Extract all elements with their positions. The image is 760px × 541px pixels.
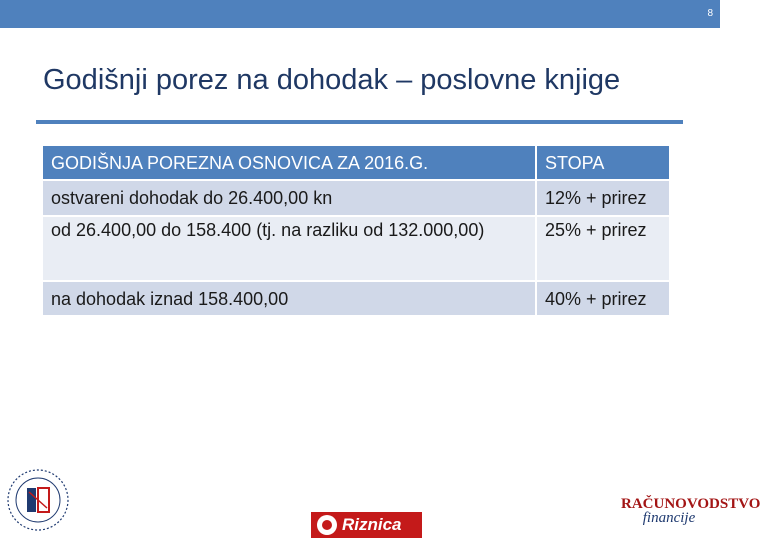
table-row <box>43 282 669 315</box>
row-rate: 12% + prirez <box>537 181 669 215</box>
slide-number: 8 <box>707 8 713 19</box>
header-basis: GODIŠNJA POREZNA OSNOVICA ZA 2016.G. <box>43 146 535 179</box>
table-header-row <box>43 146 669 179</box>
top-bar <box>0 0 720 28</box>
header-rate: STOPA <box>537 146 669 179</box>
row-rate: 40% + prirez <box>537 282 669 315</box>
table-row <box>43 181 669 215</box>
table-row <box>43 217 669 280</box>
logo-line-2: financije <box>642 510 696 526</box>
riznica-logo <box>311 512 422 538</box>
title-divider <box>36 120 683 124</box>
racunovodstvo-financije-logo <box>621 496 760 536</box>
row-rate: 25% + prirez <box>537 217 669 280</box>
row-basis: ostvareni dohodak do 26.400,00 kn <box>43 181 535 215</box>
riznica-logo-text: Riznica <box>342 515 402 534</box>
row-basis: od 26.400,00 do 158.400 (tj. na razliku od 132.000,00) <box>43 217 535 280</box>
tax-rate-table <box>41 144 671 317</box>
riznica-emblem-icon <box>317 515 337 535</box>
row-basis: na dohodak iznad 158.400,00 <box>43 282 535 315</box>
institute-seal-logo <box>3 462 73 536</box>
slide-title: Godišnji porez na dohodak – poslovne knjige <box>43 64 621 96</box>
logo-line-1: RAČUNOVODSTVO <box>621 496 760 512</box>
